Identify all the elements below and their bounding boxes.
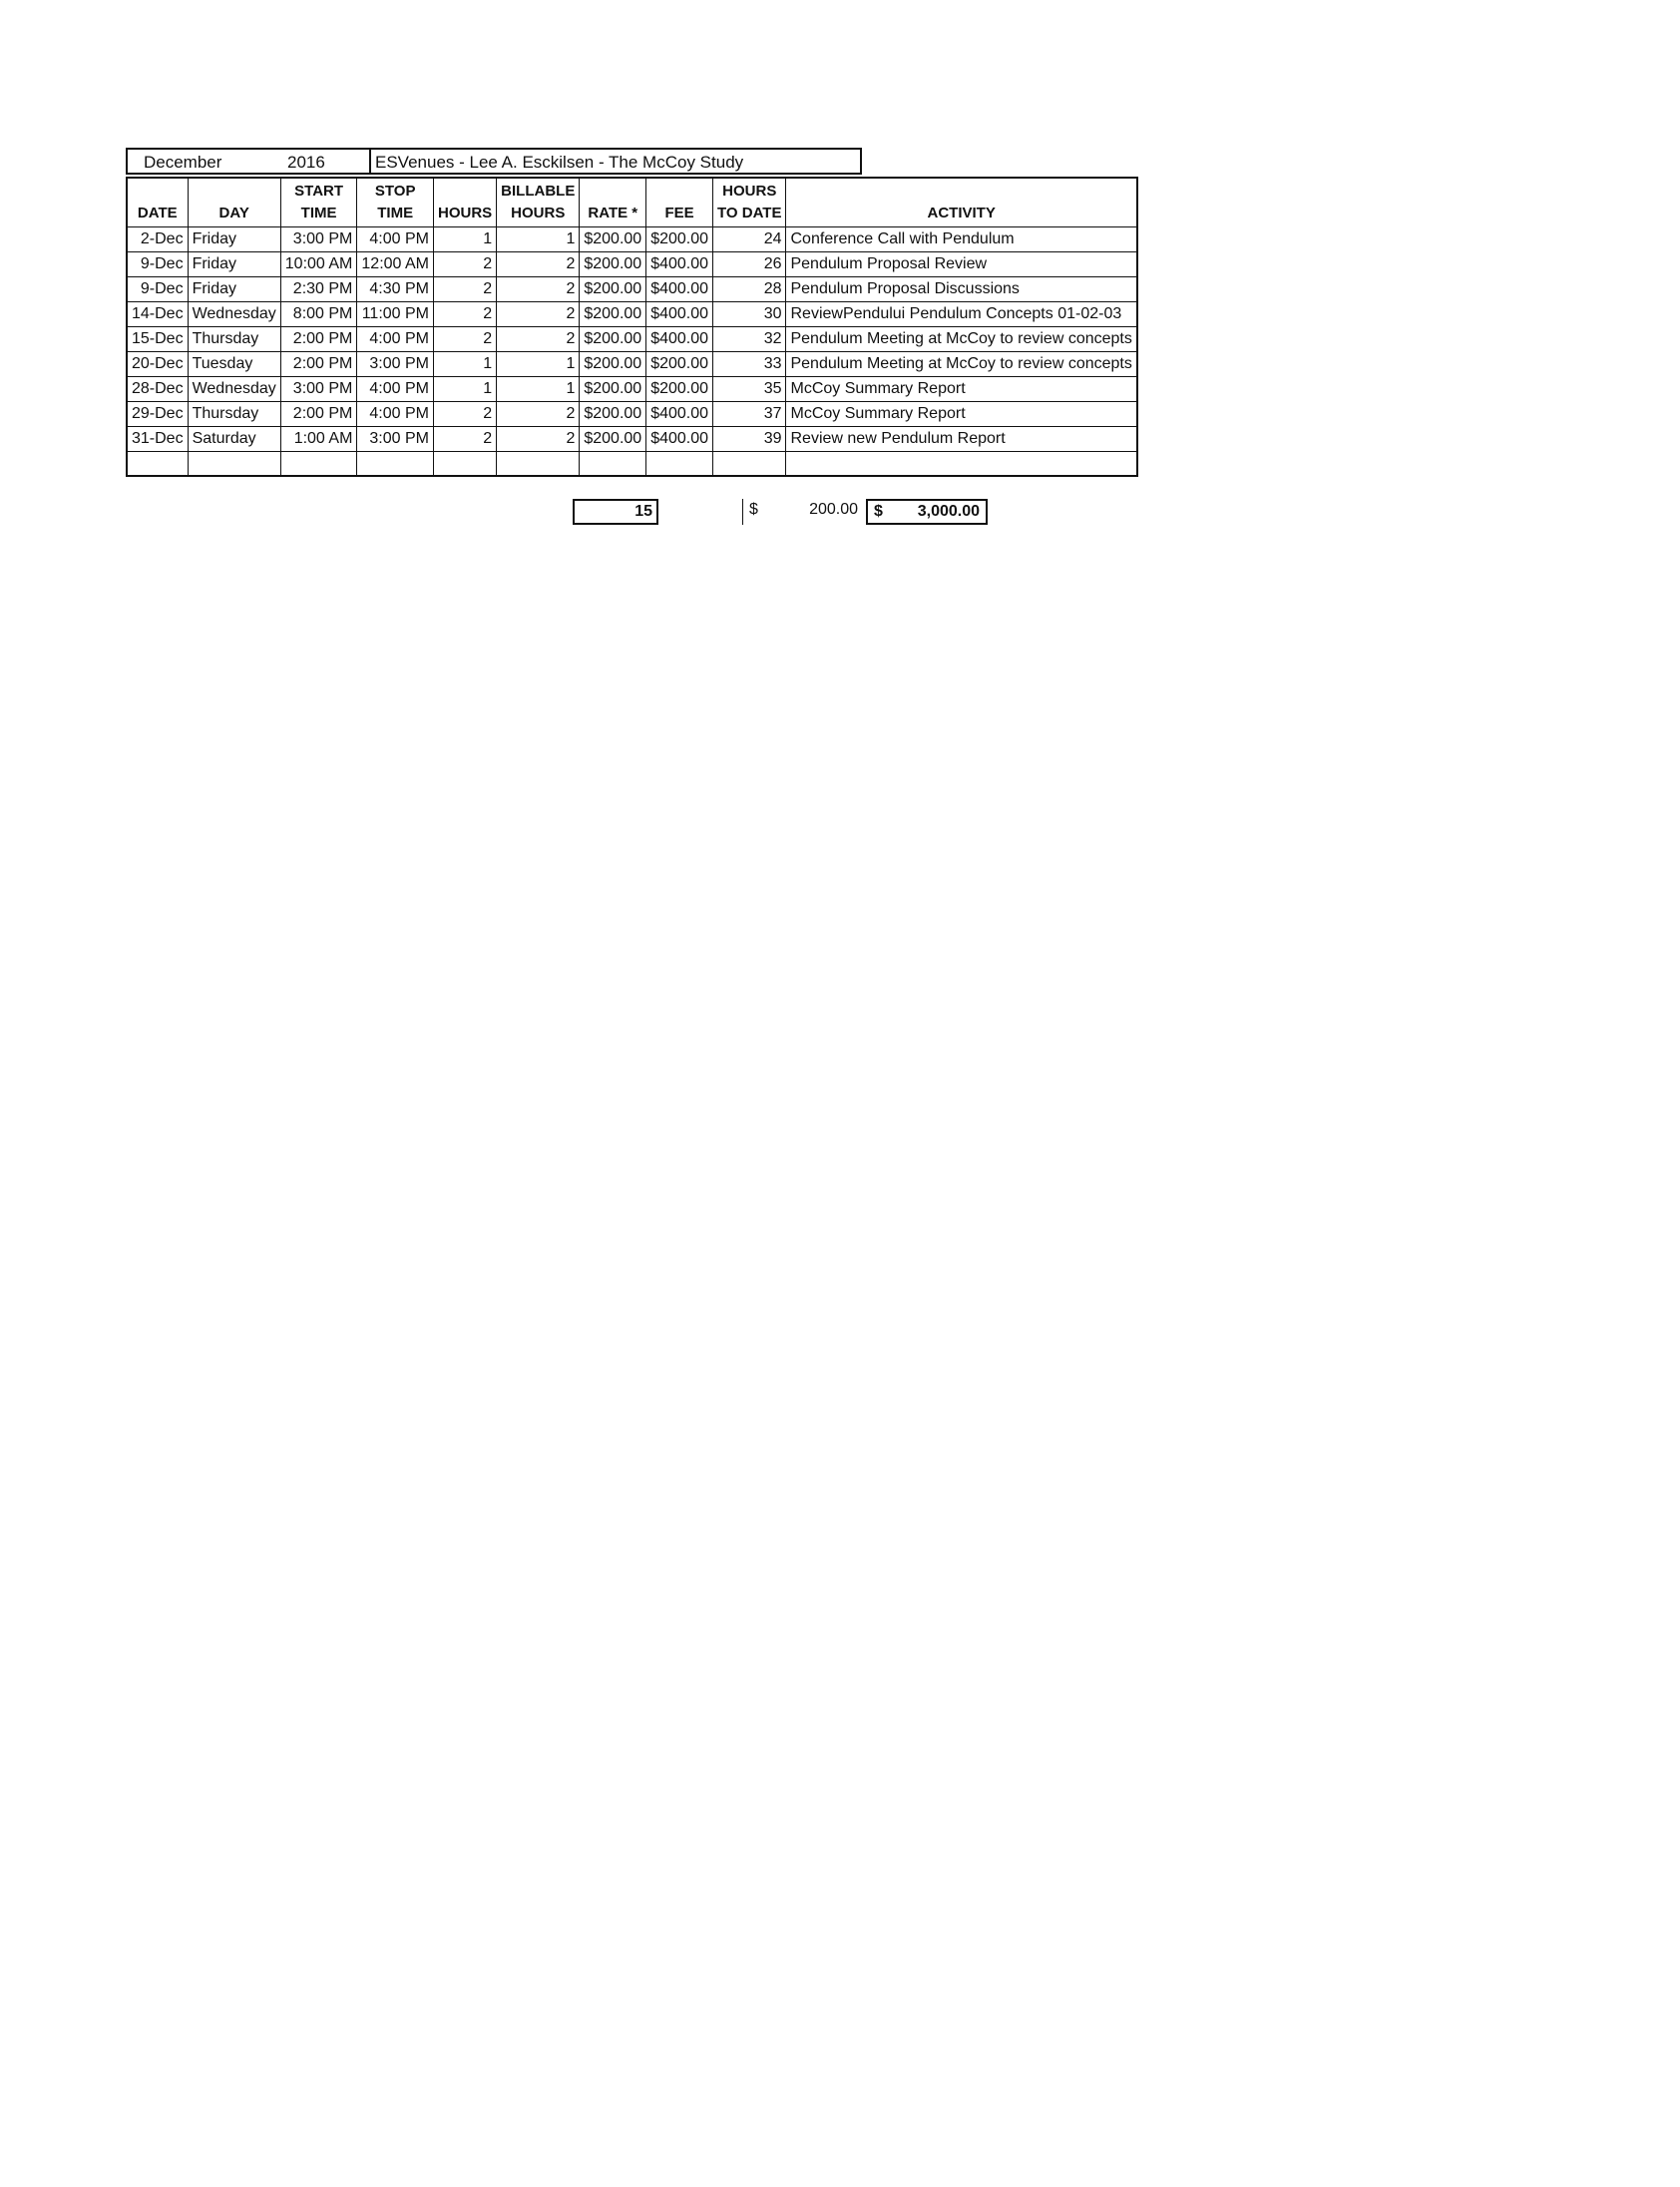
- hours-to-date-cell: 33: [713, 351, 786, 376]
- total-fee: [866, 499, 988, 525]
- day-cell: Friday: [188, 276, 280, 301]
- fee-cell-currency: $: [650, 379, 660, 397]
- day-cell: Saturday: [188, 426, 280, 451]
- fee-cell-currency: $: [650, 429, 660, 447]
- hours-cell: 2: [434, 251, 497, 276]
- fee-cell-currency: $: [650, 304, 660, 322]
- hours-cell: 2: [434, 401, 497, 426]
- start-time-cell: 10:00 AM: [280, 251, 357, 276]
- total-rate: [742, 499, 866, 525]
- activity-cell: ReviewPendului Pendulum Concepts 01-02-03: [786, 301, 1137, 326]
- fee-cell-value: 400.00: [659, 329, 709, 347]
- fee-cell-value: 400.00: [659, 404, 709, 422]
- total-rate-value: 200.00: [809, 501, 858, 518]
- billable-hours-cell: 1: [497, 376, 580, 401]
- empty-cell: [280, 451, 357, 476]
- day-cell: Thursday: [188, 326, 280, 351]
- empty-cell: [434, 451, 497, 476]
- hours-to-date-cell: 32: [713, 326, 786, 351]
- stop-time-cell: 12:00 AM: [357, 251, 434, 276]
- table-row: [127, 226, 1137, 251]
- table-row: [127, 251, 1137, 276]
- rate-cell-currency: $: [584, 404, 594, 422]
- date-cell: 2-Dec: [127, 226, 188, 251]
- rate-cell: [580, 251, 646, 276]
- month-label: December: [144, 153, 222, 172]
- fee-cell: [646, 376, 713, 401]
- table-row: [127, 276, 1137, 301]
- hours-to-date-cell: 26: [713, 251, 786, 276]
- rate-cell: [580, 426, 646, 451]
- activity-cell: McCoy Summary Report: [786, 401, 1137, 426]
- empty-cell: [188, 451, 280, 476]
- hours-cell: 1: [434, 376, 497, 401]
- rate-cell: [580, 276, 646, 301]
- rate-cell-currency: $: [584, 354, 594, 372]
- rate-cell-value: 200.00: [593, 429, 642, 447]
- fee-cell-value: 400.00: [659, 254, 709, 272]
- hours-to-date-cell: 37: [713, 401, 786, 426]
- hours-cell: 2: [434, 276, 497, 301]
- rate-cell-value: 200.00: [593, 329, 642, 347]
- empty-cell: [357, 451, 434, 476]
- fee-cell: [646, 301, 713, 326]
- table-row: [127, 426, 1137, 451]
- activity-cell: Pendulum Meeting at McCoy to review concepts: [786, 351, 1137, 376]
- date-cell: 29-Dec: [127, 401, 188, 426]
- col-billable-line1: BILLABLE: [501, 182, 576, 200]
- rate-cell: [580, 401, 646, 426]
- col-billable: [497, 178, 580, 226]
- table-row: [127, 401, 1137, 426]
- empty-cell: [713, 451, 786, 476]
- header-row: [127, 178, 1137, 226]
- stop-time-cell: 4:00 PM: [357, 376, 434, 401]
- billable-hours-cell: 1: [497, 226, 580, 251]
- day-cell: Wednesday: [188, 301, 280, 326]
- empty-cell: [580, 451, 646, 476]
- rate-cell-currency: $: [584, 254, 594, 272]
- col-day: DAY: [188, 178, 280, 226]
- fee-cell-value: 200.00: [659, 354, 709, 372]
- rate-cell-currency: $: [584, 329, 594, 347]
- col-date: DATE: [127, 178, 188, 226]
- date-cell: 20-Dec: [127, 351, 188, 376]
- fee-cell-currency: $: [650, 279, 660, 297]
- stop-time-cell: 3:00 PM: [357, 351, 434, 376]
- table-row: [127, 301, 1137, 326]
- empty-cell: [646, 451, 713, 476]
- empty-cell: [127, 451, 188, 476]
- rate-cell-currency: $: [584, 429, 594, 447]
- fee-cell: [646, 401, 713, 426]
- rate-cell-value: 200.00: [593, 404, 642, 422]
- rate-cell-currency: $: [584, 229, 594, 247]
- start-time-cell: 3:00 PM: [280, 226, 357, 251]
- start-time-cell: 2:00 PM: [280, 401, 357, 426]
- hours-cell: 1: [434, 226, 497, 251]
- report-title: ESVenues - Lee A. Esckilsen - The McCoy Study: [375, 153, 744, 172]
- billable-hours-cell: 2: [497, 276, 580, 301]
- date-cell: 9-Dec: [127, 251, 188, 276]
- hours-cell: 2: [434, 301, 497, 326]
- timesheet-table: [126, 177, 1138, 477]
- fee-cell-currency: $: [650, 254, 660, 272]
- stop-time-cell: 4:30 PM: [357, 276, 434, 301]
- col-hours: HOURS: [434, 178, 497, 226]
- activity-cell: Pendulum Proposal Review: [786, 251, 1137, 276]
- start-time-cell: 2:00 PM: [280, 351, 357, 376]
- billable-hours-cell: 2: [497, 426, 580, 451]
- date-cell: 14-Dec: [127, 301, 188, 326]
- fee-cell: [646, 326, 713, 351]
- billable-hours-cell: 2: [497, 251, 580, 276]
- hours-to-date-cell: 39: [713, 426, 786, 451]
- fee-cell: [646, 426, 713, 451]
- table-row: [127, 351, 1137, 376]
- empty-cell: [786, 451, 1137, 476]
- fee-cell-currency: $: [650, 229, 660, 247]
- activity-cell: Conference Call with Pendulum: [786, 226, 1137, 251]
- rate-cell-value: 200.00: [593, 279, 642, 297]
- col-start-line1: START: [294, 182, 344, 200]
- fee-cell-currency: $: [650, 354, 660, 372]
- activity-cell: Pendulum Proposal Discussions: [786, 276, 1137, 301]
- table-row: [127, 326, 1137, 351]
- title-bar: [126, 148, 862, 175]
- total-fee-value: 3,000.00: [917, 503, 980, 520]
- rate-cell-value: 200.00: [593, 254, 642, 272]
- rate-cell-value: 200.00: [593, 229, 642, 247]
- start-time-cell: 8:00 PM: [280, 301, 357, 326]
- fee-cell-value: 200.00: [659, 229, 709, 247]
- hours-cell: 2: [434, 426, 497, 451]
- total-fee-currency: $: [874, 503, 883, 520]
- day-cell: Friday: [188, 251, 280, 276]
- activity-cell: Pendulum Meeting at McCoy to review concepts: [786, 326, 1137, 351]
- hours-cell: 2: [434, 326, 497, 351]
- hours-to-date-cell: 35: [713, 376, 786, 401]
- fee-cell-value: 400.00: [659, 429, 709, 447]
- rate-cell-currency: $: [584, 304, 594, 322]
- empty-row: [127, 451, 1137, 476]
- stop-time-cell: 11:00 PM: [357, 301, 434, 326]
- day-cell: Friday: [188, 226, 280, 251]
- activity-cell: McCoy Summary Report: [786, 376, 1137, 401]
- start-time-cell: 3:00 PM: [280, 376, 357, 401]
- date-cell: 31-Dec: [127, 426, 188, 451]
- col-billable-line2: HOURS: [511, 204, 566, 221]
- rate-cell: [580, 301, 646, 326]
- hours-to-date-cell: 30: [713, 301, 786, 326]
- fee-cell: [646, 351, 713, 376]
- day-cell: Thursday: [188, 401, 280, 426]
- col-to-date: [713, 178, 786, 226]
- col-to-date-line2: TO DATE: [717, 204, 782, 221]
- empty-cell: [497, 451, 580, 476]
- rate-cell-currency: $: [584, 279, 594, 297]
- rate-cell: [580, 376, 646, 401]
- col-rate: RATE *: [580, 178, 646, 226]
- col-stop-line1: STOP: [374, 182, 416, 200]
- fee-cell-value: 400.00: [659, 304, 709, 322]
- fee-cell-currency: $: [650, 329, 660, 347]
- rate-cell: [580, 226, 646, 251]
- day-cell: Tuesday: [188, 351, 280, 376]
- activity-cell: Review new Pendulum Report: [786, 426, 1137, 451]
- stop-time-cell: 3:00 PM: [357, 426, 434, 451]
- billable-hours-cell: 1: [497, 351, 580, 376]
- title-divider: [369, 148, 371, 175]
- stop-time-cell: 4:00 PM: [357, 226, 434, 251]
- total-hours: 15: [573, 499, 658, 525]
- billable-hours-cell: 2: [497, 301, 580, 326]
- rate-cell: [580, 326, 646, 351]
- year-label: 2016: [287, 153, 325, 172]
- col-fee: FEE: [646, 178, 713, 226]
- billable-hours-cell: 2: [497, 326, 580, 351]
- stop-time-cell: 4:00 PM: [357, 401, 434, 426]
- stop-time-cell: 4:00 PM: [357, 326, 434, 351]
- rate-cell-value: 200.00: [593, 379, 642, 397]
- date-cell: 15-Dec: [127, 326, 188, 351]
- col-to-date-line1: HOURS: [722, 182, 777, 200]
- rate-cell-value: 200.00: [593, 304, 642, 322]
- col-activity: ACTIVITY: [786, 178, 1137, 226]
- fee-cell-value: 200.00: [659, 379, 709, 397]
- start-time-cell: 2:00 PM: [280, 326, 357, 351]
- start-time-cell: 2:30 PM: [280, 276, 357, 301]
- start-time-cell: 1:00 AM: [280, 426, 357, 451]
- fee-cell-value: 400.00: [659, 279, 709, 297]
- col-start: [280, 178, 357, 226]
- col-start-line2: TIME: [300, 204, 337, 221]
- day-cell: Wednesday: [188, 376, 280, 401]
- hours-cell: 1: [434, 351, 497, 376]
- table-row: [127, 376, 1137, 401]
- fee-cell-currency: $: [650, 404, 660, 422]
- fee-cell: [646, 276, 713, 301]
- fee-cell: [646, 226, 713, 251]
- hours-to-date-cell: 24: [713, 226, 786, 251]
- rate-cell-currency: $: [584, 379, 594, 397]
- date-cell: 9-Dec: [127, 276, 188, 301]
- fee-cell: [646, 251, 713, 276]
- total-rate-currency: $: [749, 501, 758, 518]
- col-stop-line2: TIME: [377, 204, 414, 221]
- rate-cell: [580, 351, 646, 376]
- rate-cell-value: 200.00: [593, 354, 642, 372]
- col-stop: [357, 178, 434, 226]
- billable-hours-cell: 2: [497, 401, 580, 426]
- hours-to-date-cell: 28: [713, 276, 786, 301]
- date-cell: 28-Dec: [127, 376, 188, 401]
